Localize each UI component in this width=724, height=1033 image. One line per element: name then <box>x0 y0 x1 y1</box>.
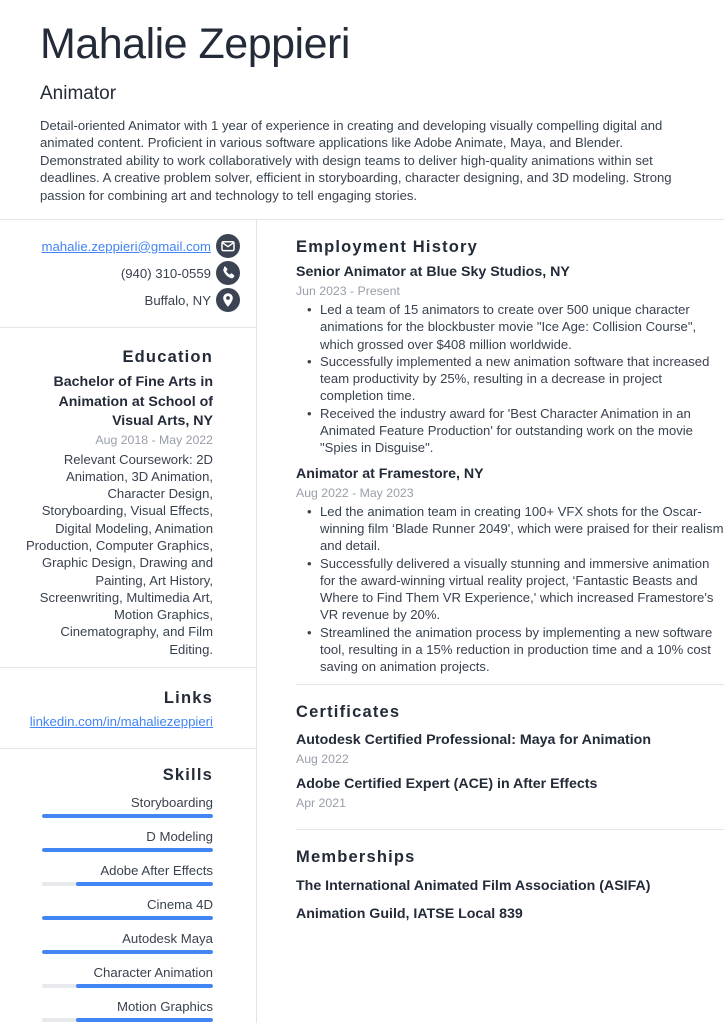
links-heading: Links <box>163 689 213 707</box>
memberships-heading: Memberships <box>296 848 416 866</box>
location-text: Buffalo, NY <box>144 292 211 308</box>
skill-name: Motion Graphics <box>116 999 213 1014</box>
membership-item: The International Animated Film Association (ASIFA) <box>296 878 651 894</box>
job-bullet: • Received the industry award for 'Best Character Animation in an Animated Feature Production' for outstanding work on the movie "Spies in Disguise". <box>296 405 724 457</box>
profile-summary: Detail-oriented Animator with 1 year of experience in creating and developing visually compelling digital and animated content. Proficient in various software applications like Adobe Animate, Maya, and Blender. Demonstrated ability to work collaboratively with design teams to deliver high-quality animations within set deadlines. A creative problem solver, efficient in storyboarding, character designing, and 3D modeling. Strong passion for combining art and technology to tell engaging stories. <box>40 118 672 203</box>
person-role: Animator <box>40 83 117 104</box>
certificate-title: Adobe Certified Expert (ACE) in After Effects <box>296 776 598 792</box>
contact-phone-row <box>0 261 240 285</box>
contact-email-row <box>0 234 240 258</box>
linkedin-link[interactable]: linkedin.com/in/mahaliezeppieri <box>29 714 213 729</box>
skill-bar <box>42 848 213 852</box>
resume-header <box>40 18 690 204</box>
skill-name: Cinema 4D <box>147 897 213 912</box>
column-divider <box>256 219 257 1023</box>
skill-bar <box>42 882 213 886</box>
phone-number: (940) 310-0559 <box>120 265 211 281</box>
envelope-icon <box>216 234 240 258</box>
job-dates: Jun 2023 - Present <box>296 284 400 298</box>
membership-item: Animation Guild, IATSE Local 839 <box>296 906 523 922</box>
skill-name: Autodesk Maya <box>122 931 213 946</box>
location-pin-icon <box>216 288 240 312</box>
job-bullets <box>296 503 724 676</box>
links-section <box>0 668 256 749</box>
education-dates: Aug 2018 - May 2022 <box>95 432 213 447</box>
skill-item <box>20 965 213 988</box>
job-bullet: • Streamlined the animation process by implementing a new software tool, resulting in a 15% reduction in production time and a 10% cost saving on animation projects. <box>296 624 724 676</box>
certificates-section <box>296 684 724 829</box>
skill-bar-fill <box>76 1018 213 1022</box>
certificate-item <box>296 731 724 767</box>
skill-item <box>20 829 213 852</box>
employment-heading: Employment History <box>296 238 479 256</box>
job-bullets <box>296 301 724 457</box>
skill-bar-fill <box>42 916 213 920</box>
phone-icon <box>216 261 240 285</box>
skill-item <box>20 999 213 1022</box>
skill-bar <box>42 950 213 954</box>
skill-name: Storyboarding <box>130 795 213 810</box>
employment-section <box>296 219 724 684</box>
certificate-item <box>296 775 724 811</box>
skill-name: Character Animation <box>93 965 213 980</box>
job-bullet: • Successfully delivered a visually stunning and immersive animation for the award-winning virtual reality project, ‘Fantastic Beasts and Where to Find Them VR Experience,' which increased Framestore's VR revenue by 20%. <box>296 555 724 624</box>
skill-bar <box>42 984 213 988</box>
certificate-date: Apr 2021 <box>296 796 346 810</box>
skill-name: Adobe After Effects <box>100 863 213 878</box>
job-entry <box>296 465 724 676</box>
skill-bar-fill <box>76 984 213 988</box>
skill-item <box>20 863 213 886</box>
education-degree: Bachelor of Fine Arts in Animation at School of Visual Arts, NY <box>53 374 213 429</box>
job-title: Senior Animator at Blue Sky Studios, NY <box>296 264 570 280</box>
certificate-date: Aug 2022 <box>296 752 349 766</box>
skills-heading: Skills <box>162 766 213 784</box>
person-name: Mahalie Zeppieri <box>40 20 350 68</box>
skill-bar <box>42 1018 213 1022</box>
job-title: Animator at Framestore, NY <box>296 465 484 482</box>
education-heading: Education <box>122 348 213 366</box>
skill-bar-fill <box>42 848 213 852</box>
contact-location-row <box>0 288 240 312</box>
job-bullet: • Led a team of 15 animators to create over 500 unique character animations for the blockbuster movie "Ice Age: Collision Course", which grossed over $408 million worldwide. <box>296 301 724 353</box>
education-description: Relevant Coursework: 2D Animation, 3D Animation, Character Design, Storyboarding, Visual Effects, Digital Modeling, Animation Production, Computer Graphics, Graphic Design, Drawing and Painting, Art History, Screenwriting, Multimedia Art, Motion Graphics, Cinematography, and Film Editing. <box>25 451 213 657</box>
job-dates: Aug 2022 - May 2023 <box>296 485 414 500</box>
job-bullet: • Successfully implemented a new animation software that increased team productivity by 25%, resulting in a decrease in project completion time. <box>296 353 724 405</box>
skills-section <box>0 749 256 1022</box>
skill-item <box>20 795 213 818</box>
job-bullet: • Led the animation team in creating 100+ VFX shots for the Oscar-winning film ‘Blade Runner 2049', which were praised for their realism and detail. <box>296 503 724 555</box>
link-row <box>20 713 213 731</box>
skill-name: D Modeling <box>146 829 213 844</box>
sidebar <box>0 220 256 1033</box>
job-entry <box>296 263 724 457</box>
skill-bar-fill <box>76 882 213 886</box>
skill-bar-fill <box>42 950 213 954</box>
skill-item <box>20 931 213 954</box>
email-link[interactable]: mahalie.zeppieri@gmail.com <box>41 238 211 254</box>
certificate-title: Autodesk Certified Professional: Maya for Animation <box>296 732 652 748</box>
skill-item <box>20 897 213 920</box>
education-section <box>0 328 256 668</box>
contact-section <box>0 220 256 328</box>
skill-bar <box>42 916 213 920</box>
main-column <box>296 219 724 924</box>
skill-bar <box>42 814 213 818</box>
skill-bar-fill <box>42 814 213 818</box>
certificates-heading: Certificates <box>296 703 401 721</box>
memberships-section <box>296 829 724 924</box>
